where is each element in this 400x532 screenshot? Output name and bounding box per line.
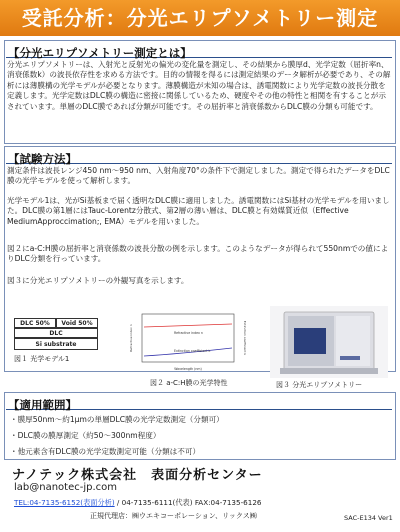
document-id: SAC-E134 Ver1: [344, 514, 393, 522]
chart-y-axis-right-label: Extinction coefficient k: [243, 320, 247, 356]
figure-3-caption: 図３ 分光エリプソメトリー: [276, 381, 363, 389]
ellipsometer-photo: [270, 306, 388, 378]
model-layer-void-50: Void 50%: [56, 318, 98, 328]
figure-2-caption: 図２ a-C:H膜の光学特性: [150, 379, 228, 387]
optical-model-diagram: [14, 318, 98, 350]
section-heading-overview: 【分光エリプソメトリー測定とは】: [6, 42, 392, 58]
tel-rest: / 04-7135-6111(代表) FAX:04-7135-6126: [114, 498, 262, 507]
refractive-index-label: Refractive index n: [174, 331, 203, 335]
authorized-agents: 正規代理店：㈱ウエキコーポレーション、リックス㈱: [90, 512, 257, 520]
chart-x-axis-label: Wavelength (nm): [174, 367, 202, 371]
application-item-3: ・他元素含有DLC膜の光学定数測定可能（分類は不可）: [10, 447, 201, 456]
method-paragraph-3: 図２にa-C:H膜の屈折率と消衰係数の波長分散の例を示します。このようなデータが得られて550nmでの値によりDLC分類を行っています。: [7, 244, 389, 264]
chart-frame: [142, 314, 234, 362]
title-banner: [0, 0, 400, 36]
contact-phone-line: [14, 498, 261, 508]
method-paragraph-2: 光学モデル1は、光がSi基板まで届く透明なDLC膜に適用しました。誘電関数にはSi基材の光学モデルを用いました。DLC膜の第1層にはTauc-Lorentz分散式、第2層の薄い層は、DLC膜と有効媒質近似（Effective MediumApproccimation;, EMA）モデルを用いました。: [7, 196, 390, 226]
extinction-coefficient-label: Extinction coefficient k: [174, 349, 211, 353]
overview-text: 分光エリプソメトリーは、入射光と反射光の偏光の変化量を測定し、その結果から膜厚d、光学定数（屈折率n、消衰係数k）の波長依存性を求める方法です。目的の情報を得るには測定結果のデータ解析が必要であり、その解析には薄膜構の光学モデルが必要となります。薄膜構造が未知の場合は、誘電関数により光学定数の波長分散を定義します。光学定数はDLC膜の構造に密接に関係しているため、硬度やその他の特性と相関を有することが示されています。単層のDLC膜であれば分類が可能です。その屈折率と消衰係数からDLC膜の分類も可能です。: [7, 60, 391, 111]
tel-link[interactable]: TEL:04-7135-6152(表面分析): [14, 498, 115, 507]
optical-properties-chart: [128, 310, 248, 374]
figure-area: [0, 306, 400, 392]
application-item-1: ・膜厚50nm～約1μmの単層DLC膜の光学定数測定（分類可）: [10, 415, 224, 424]
chart-y-axis-left-label: Refractive index n: [129, 324, 133, 352]
company-name: ナノテック株式会社 表面分析センター: [12, 468, 263, 483]
model-layer-substrate: Si substrate: [14, 338, 98, 350]
figure-1-caption: 図１ 光学モデル1: [14, 355, 70, 363]
application-item-2: ・DLC膜の膜厚測定（約50～300nm程度）: [10, 431, 161, 440]
method-paragraph-1: 測定条件は波長レンジ450 nm～950 nm、入射角度70°の条件下で測定しました。測定で得られたデータをDLC膜の光学モデルを使って解析します。: [7, 166, 390, 186]
method-paragraph-4: 図３に分光エリプソメトリーの外観写真を示します。: [7, 276, 189, 285]
contact-email: lab@nanotec-jp.com: [14, 482, 118, 493]
model-layer-dlc-50: DLC 50%: [14, 318, 56, 328]
model-layer-dlc: DLC: [14, 328, 98, 338]
page-title: 受託分析：分光エリプソメトリー測定: [21, 6, 379, 30]
section-heading-applications: 【適用範囲】: [6, 394, 392, 410]
section-heading-method: 【試験方法】: [6, 148, 392, 164]
